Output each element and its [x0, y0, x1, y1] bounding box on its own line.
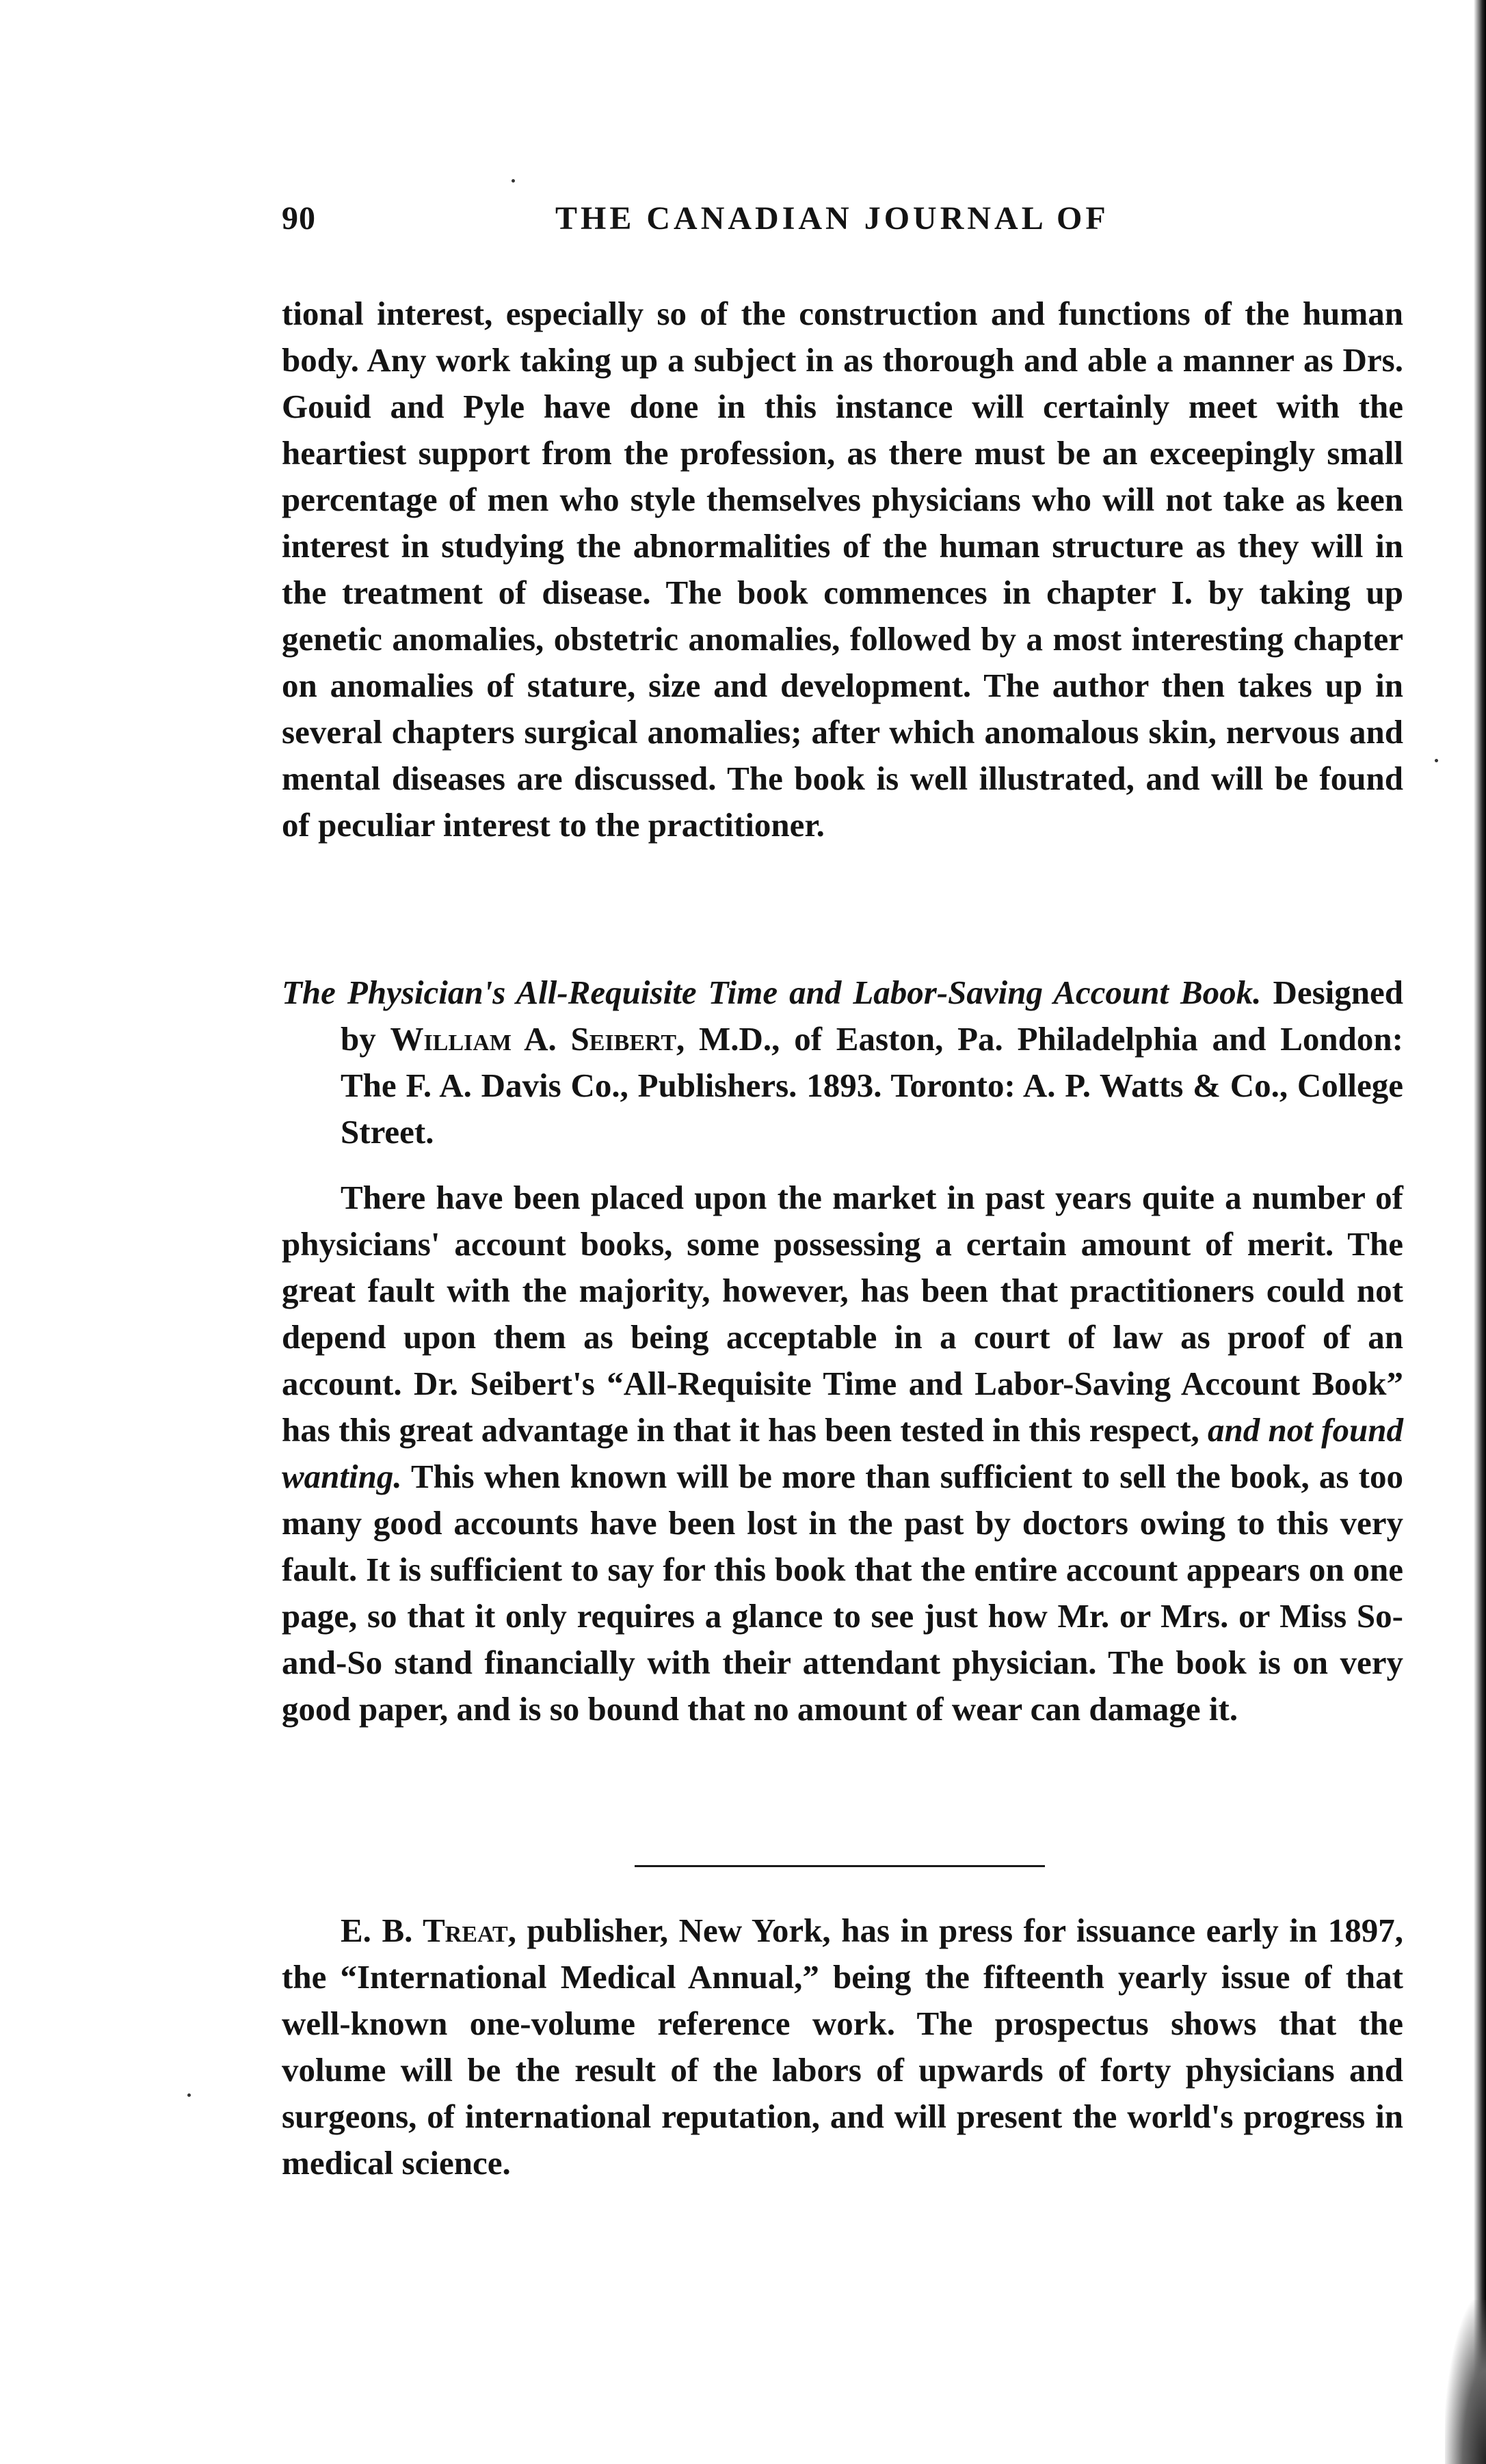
designed-by-text: Designed by	[341, 974, 1404, 1058]
paragraph-account-book-review	[282, 1175, 1403, 1732]
paragraph-anomalies-review	[282, 291, 1403, 848]
paragraph-text	[282, 1907, 1403, 2186]
publication-details: , M.D., of Easton, Pa. Philadelphia and London: The F. A. Davis Co., Publishers. 1893. Toronto: A. P. Watts & Co., College Street.	[341, 1020, 1404, 1151]
notice-text: , publisher, New York, has in press for issuance early in 1897, the “International Medical Annual,” being the fifteenth yearly issue of that well-known one-volume reference work. The prospectus shows that the volume will be the result of the labors of upwards of forty physicians and surgeons, of international reputation, and will present the world's progress in medical science.	[282, 1912, 1403, 2182]
book-author: William A. Seibert	[390, 1020, 677, 1058]
paragraph-text-part-b: This when known will be more than sufficient to sell the book, as too many good accounts have been lost in the past by doctors owing to this very fault. It is sufficient to say for this book that the entire account appears on one page, so that it only requires a glance to see just how Mr. or Mrs. or Miss So-and-So stand financially with their attendant physician. The book is on very good paper, and is so bound that no amount of wear can damage it.	[282, 1458, 1403, 1728]
section-divider	[635, 1865, 1045, 1867]
scan-speck	[512, 179, 515, 183]
book-review-heading	[282, 969, 1403, 1155]
running-head: THE CANADIAN JOURNAL OF	[555, 200, 1109, 237]
scan-speck	[187, 2093, 191, 2097]
book-citation	[282, 969, 1403, 1155]
page-number: 90	[282, 200, 316, 237]
page-edge-shadow	[1474, 0, 1486, 2464]
page-header	[282, 200, 1390, 254]
paragraph-text-part-a: There have been placed upon the market in past years quite a number of physicians' account books, some possessing a certain amount of merit. The great fault with the majority, however, has been that practitioners could not depend upon them as being acceptable in a court of law as proof of an account. Dr. Seibert's “All-Requisite Time and Labor-Saving Account Book” has this great advantage in that it has been tested in this respect,	[282, 1179, 1403, 1449]
scan-speck	[1435, 759, 1438, 762]
paragraph-text	[282, 1175, 1403, 1732]
paragraph-text: tional interest, especially so of the construction and functions of the human body. Any work taking up a subject in as thorough and able a manner as Drs. Gouid and Pyle have done in this instance will certainly meet with the heartiest support from the profession, as there must be an exceepingly small percentage of men who style themselves physicians who will not take as keen interest in studying the abnormalities of the human structure as they will in the treatment of disease. The book commences in chapter I. by taking up genetic anomalies, obstetric anomalies, followed by a most interesting chapter on anomalies of stature, size and development. The author then takes up in several chapters surgical anomalies; after which anomalous skin, nervous and mental diseases are discussed. The book is well illustrated, and will be found of peculiar interest to the practitioner.	[282, 295, 1403, 844]
publisher-name: E. B. Treat	[341, 1912, 508, 1949]
emphasis-text: and not found wanting.	[282, 1411, 1404, 1495]
page-corner-smudge	[1445, 2300, 1486, 2464]
paragraph-publisher-notice	[282, 1907, 1403, 2186]
book-title: The Physician's All-Requisite Time and Labor-Saving Account Book.	[282, 974, 1262, 1011]
